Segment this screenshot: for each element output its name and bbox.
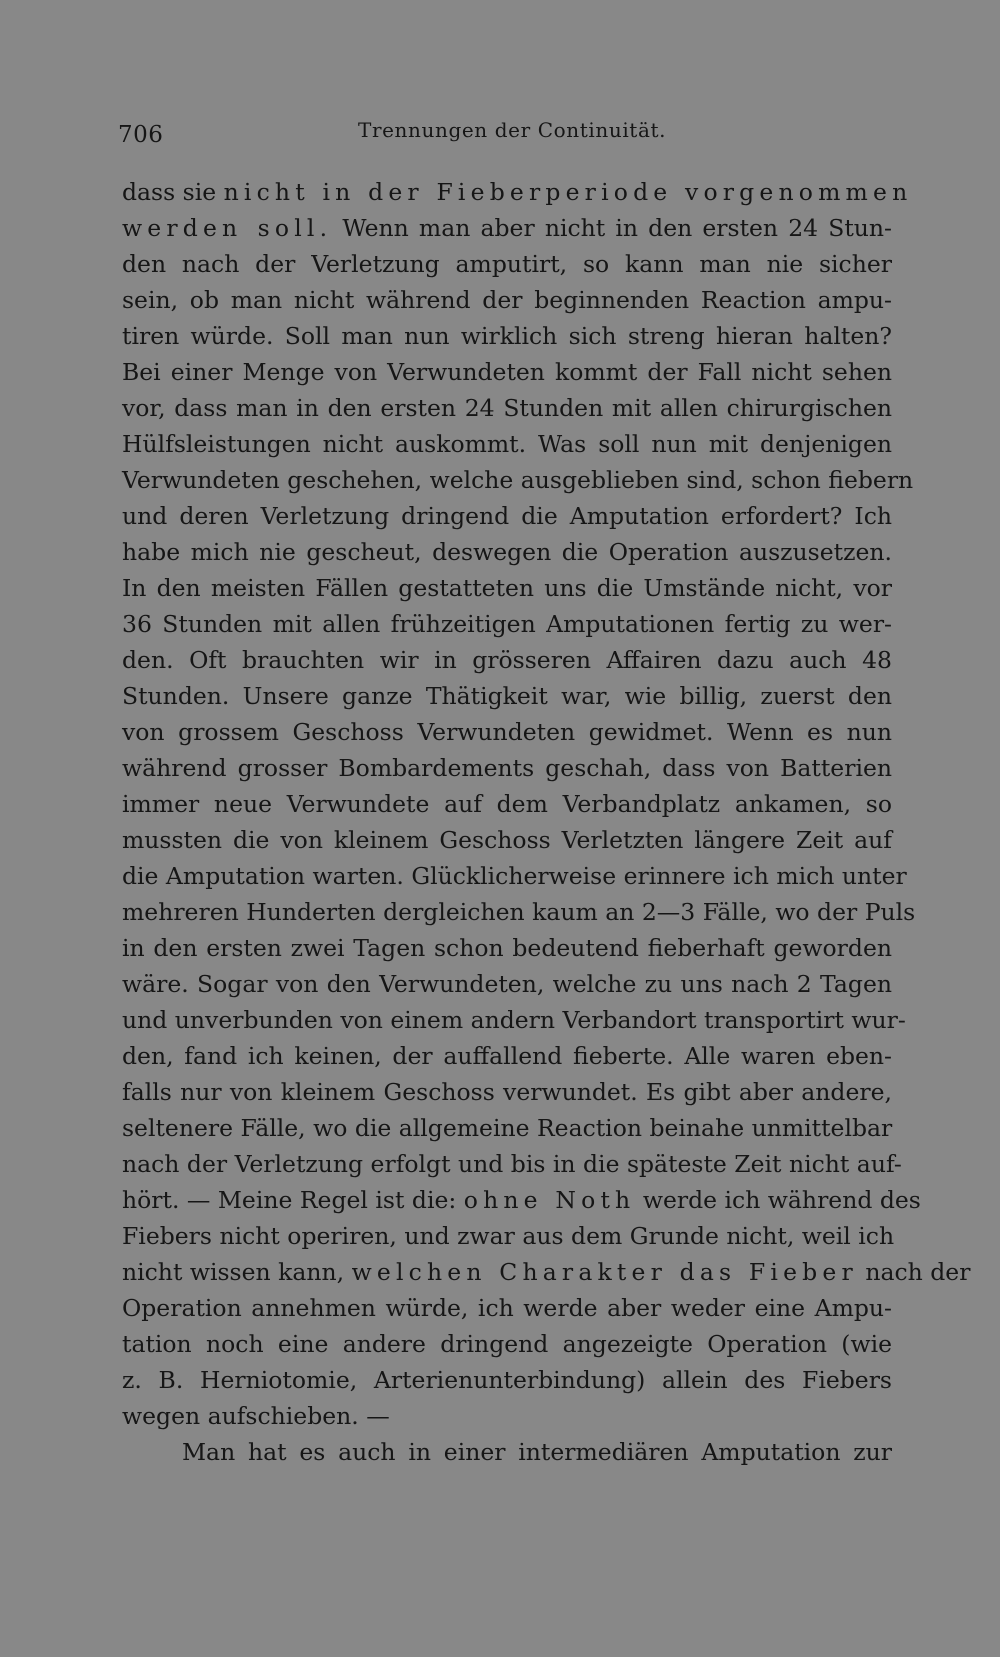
text-line: die Amputation warten. Glücklicherweise erinnere ich mich unter: [122, 862, 907, 890]
text-line: sein, ob man nicht während der beginnenden Reaction ampu-: [122, 286, 892, 314]
text-line: tation noch eine andere dringend angezeigte Operation (wie: [122, 1330, 892, 1358]
text-line: hört. — Meine Regel ist die: ohne Noth werde ich während des: [122, 1186, 921, 1214]
body-text: [122, 174, 971, 1470]
text-line: und unverbunden von einem andern Verbandort transportirt wur-: [122, 1006, 906, 1034]
running-head: Trennungen der Continuität.: [358, 118, 667, 142]
text-line: vor, dass man in den ersten 24 Stunden mit allen chirurgischen: [122, 394, 892, 422]
text-line: falls nur von kleinem Geschoss verwundet. Es gibt aber andere,: [122, 1078, 892, 1106]
text-line: seltenere Fälle, wo die allgemeine Reaction beinahe unmittelbar: [122, 1114, 893, 1142]
text-line: mussten die von kleinem Geschoss Verletzten längere Zeit auf: [122, 826, 892, 854]
text-line: z. B. Herniotomie, Arterienunterbindung) allein des Fiebers: [122, 1366, 892, 1394]
page-number: 706: [118, 122, 164, 148]
text-line: 36 Stunden mit allen frühzeitigen Amputationen fertig zu wer-: [122, 610, 892, 638]
text-line: In den meisten Fällen gestatteten uns die Umstände nicht, vor: [122, 574, 892, 602]
text-line: den nach der Verletzung amputirt, so kann man nie sicher: [122, 250, 892, 278]
text-line: wäre. Sogar von den Verwundeten, welche zu uns nach 2 Tagen: [122, 970, 892, 998]
text-line: Verwundeten geschehen, welche ausgeblieben sind, schon fiebern: [122, 466, 914, 494]
text-line: Operation annehmen würde, ich werde aber weder eine Ampu-: [122, 1294, 892, 1322]
text-line: Stunden. Unsere ganze Thätigkeit war, wie billig, zuerst den: [122, 682, 892, 710]
text-line: und deren Verletzung dringend die Amputation erfordert? Ich: [122, 502, 892, 530]
text-line: werden soll. Wenn man aber nicht in den ersten 24 Stun-: [122, 214, 892, 242]
text-line: während grosser Bombardements geschah, dass von Batterien: [122, 754, 892, 782]
text-line: immer neue Verwundete auf dem Verbandplatz ankamen, so: [122, 790, 892, 818]
text-line: habe mich nie gescheut, deswegen die Operation auszusetzen.: [122, 538, 892, 566]
text-line: Bei einer Menge von Verwundeten kommt der Fall nicht sehen: [122, 358, 892, 386]
text-line: den, fand ich keinen, der auffallend fieberte. Alle waren eben-: [122, 1042, 892, 1070]
paragraph-start-line: Man hat es auch in einer intermediären Amputation zur: [182, 1438, 892, 1466]
text-line: nach der Verletzung erfolgt und bis in die späteste Zeit nicht auf-: [122, 1150, 902, 1178]
text-line: von grossem Geschoss Verwundeten gewidmet. Wenn es nun: [122, 718, 892, 746]
text-line: Hülfsleistungen nicht auskommt. Was soll nun mit denjenigen: [122, 430, 892, 458]
text-line: tiren würde. Soll man nun wirklich sich streng hieran halten?: [122, 322, 892, 350]
text-line: den. Oft brauchten wir in grösseren Affairen dazu auch 48: [122, 646, 892, 674]
text-line: dass sie nicht in der Fieberperiode vorgenommen: [122, 178, 913, 206]
text-line: Fiebers nicht operiren, und zwar aus dem Grunde nicht, weil ich: [122, 1222, 895, 1250]
page-header: [118, 118, 894, 158]
text-line: wegen aufschieben. —: [122, 1402, 390, 1430]
text-line: nicht wissen kann, welchen Charakter das Fieber nach der: [122, 1258, 971, 1286]
text-line: mehreren Hunderten dergleichen kaum an 2—3 Fälle, wo der Puls: [122, 898, 916, 926]
text-line: in den ersten zwei Tagen schon bedeutend fieberhaft geworden: [122, 934, 892, 962]
